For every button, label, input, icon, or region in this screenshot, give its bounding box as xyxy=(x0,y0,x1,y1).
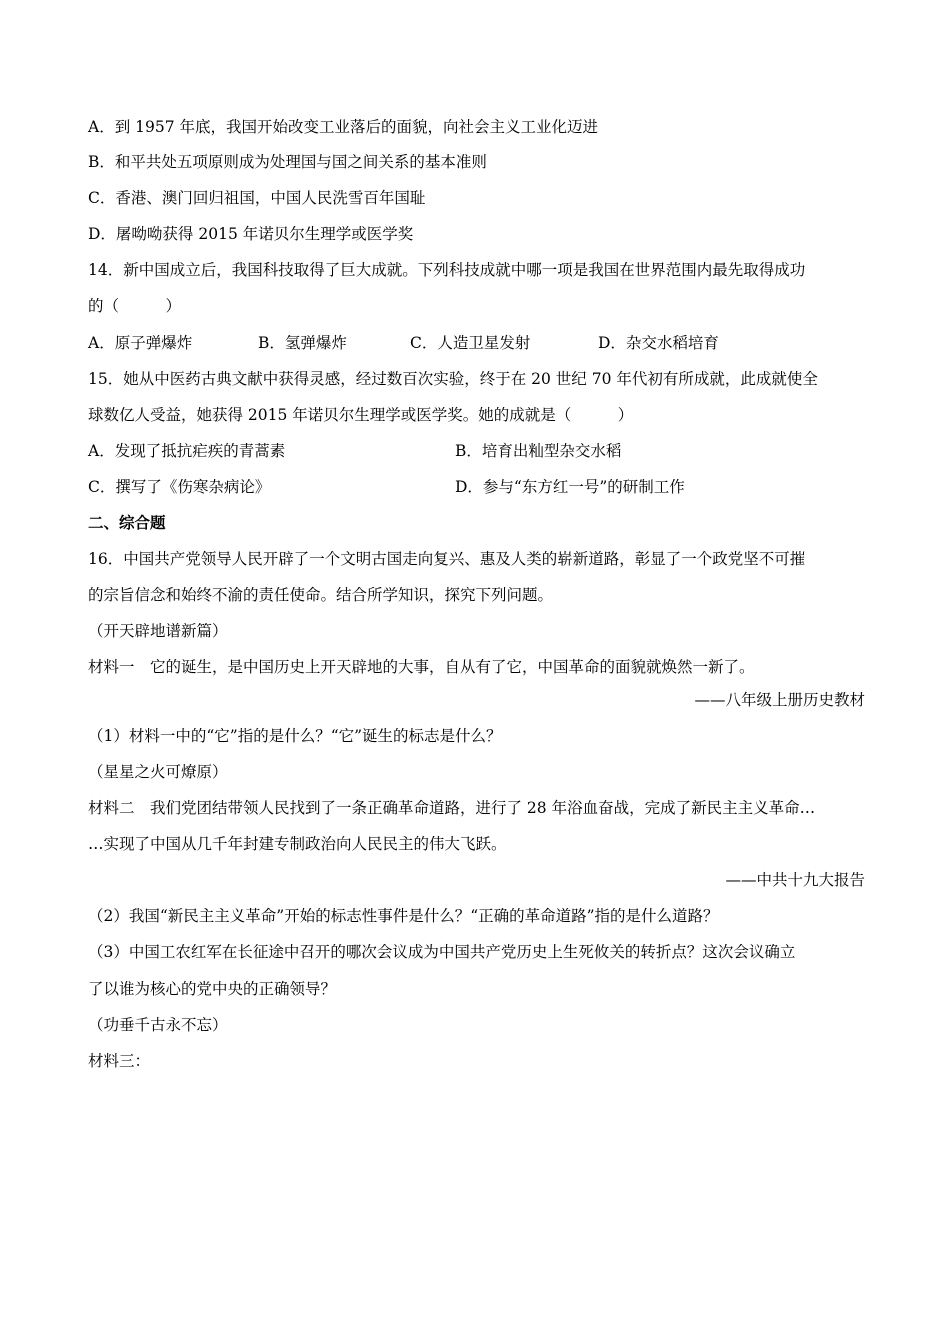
q16-part1-heading: （开天辟地谱新篇） xyxy=(88,622,228,640)
q16-material2-line1: 材料二 我们党团结带领人民找到了一条正确革命道路，进行了 28 年浴血奋战，完成了新民主主义革命… xyxy=(88,799,816,817)
q16-intro-line2: 的宗旨信念和始终不渝的责任使命。结合所学知识，探究下列问题。 xyxy=(88,586,554,604)
q16-material1: 材料一 它的诞生，是中国历史上开天辟地的大事，自从有了它，中国革命的面貌就焕然一新了。 xyxy=(88,658,755,676)
q15-stem-line2: 球数亿人受益，她获得 2015 年诺贝尔生理学或医学奖。她的成就是（ ） xyxy=(88,406,634,424)
q13-option-a: A．到 1957 年底，我国开始改变工业落后的面貌，向社会主义工业化迈进 xyxy=(88,118,598,136)
q16-question2: （2）我国“新民主主义革命”开始的标志性事件是什么？“正确的革命道路”指的是什么道路？ xyxy=(88,907,719,925)
q16-intro-line1: 16．中国共产党领导人民开辟了一个文明古国走向复兴、惠及人类的崭新道路，彰显了一个政党坚不可摧 xyxy=(88,550,806,568)
q15-stem-line1: 15．她从中医药古典文献中获得灵感，经过数百次实验，终于在 20 世纪 70 年代初有所成就，此成就使全 xyxy=(88,370,818,388)
q14-option-a: A．原子弹爆炸 xyxy=(88,334,193,352)
q15-option-c: C．撰写了《伤寒杂病论》 xyxy=(88,478,271,496)
q16-material2-line2: …实现了中国从几千年封建专制政治向人民民主的伟大飞跃。 xyxy=(88,835,507,853)
q16-question3-line1: （3）中国工农红军在长征途中召开的哪次会议成为中国共产党历史上生死攸关的转折点？这次会议确立 xyxy=(88,943,796,961)
section2-title: 二、综合题 xyxy=(88,513,166,532)
q14-option-c: C．人造卫星发射 xyxy=(410,334,531,352)
q16-question1: （1）材料一中的“它”指的是什么？“它”诞生的标志是什么？ xyxy=(88,727,502,745)
q16-material1-source: ——八年级上册历史教材 xyxy=(694,691,865,709)
q13-option-d: D．屠呦呦获得 2015 年诺贝尔生理学或医学奖 xyxy=(88,225,414,243)
q15-option-b: B．培育出籼型杂交水稻 xyxy=(455,442,622,460)
q14-option-d: D．杂交水稻培育 xyxy=(598,334,719,352)
q14-option-b: B．氢弹爆炸 xyxy=(258,334,347,352)
q14-stem-line1: 14．新中国成立后，我国科技取得了巨大成就。下列科技成就中哪一项是我国在世界范围内最先取得成功 xyxy=(88,261,806,279)
q13-option-c: C．香港、澳门回归祖国，中国人民洗雪百年国耻 xyxy=(88,189,426,207)
q16-material3-label: 材料三： xyxy=(88,1052,151,1070)
q14-stem-line2: 的（ ） xyxy=(88,297,182,315)
q15-option-a: A．发现了抵抗疟疾的青蒿素 xyxy=(88,442,286,460)
q13-option-b: B．和平共处五项原则成为处理国与国之间关系的基本准则 xyxy=(88,153,487,171)
q16-question3-line2: 了以谁为核心的党中央的正确领导？ xyxy=(88,980,337,998)
q16-material2-source: ——中共十九大报告 xyxy=(725,871,865,889)
q15-option-d: D．参与“东方红一号”的研制工作 xyxy=(455,478,685,496)
q16-part2-heading: （星星之火可燎原） xyxy=(88,763,228,781)
q16-part3-heading: （功垂千古永不忘） xyxy=(88,1016,228,1034)
